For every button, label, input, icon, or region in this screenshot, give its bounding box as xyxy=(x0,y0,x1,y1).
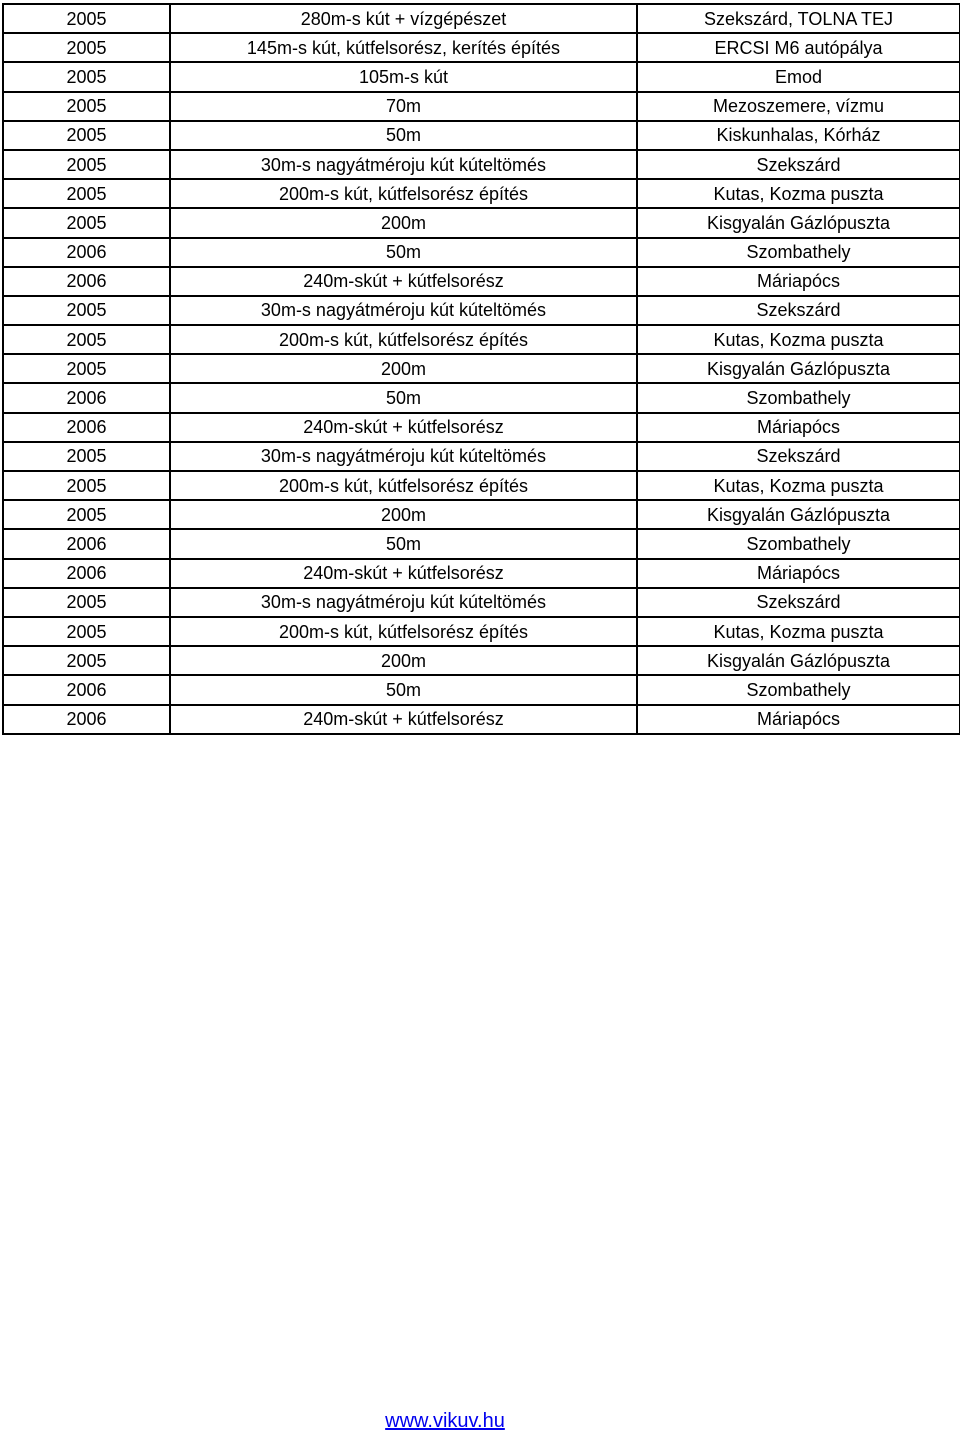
place-cell: Kiskunhalas, Kórház xyxy=(637,121,960,150)
work-cell: 240m-skút + kútfelsorész xyxy=(170,705,637,734)
place-cell: Kutas, Kozma puszta xyxy=(637,325,960,354)
work-cell: 200m xyxy=(170,500,637,529)
table-row xyxy=(3,354,960,383)
place-cell: Máriapócs xyxy=(637,559,960,588)
table-row xyxy=(3,500,960,529)
references-table-body xyxy=(3,4,960,734)
year-cell: 2005 xyxy=(3,471,170,500)
table-row xyxy=(3,617,960,646)
table-row xyxy=(3,413,960,442)
table-row xyxy=(3,179,960,208)
table-row xyxy=(3,675,960,704)
footer-website-link[interactable]: www.vikuv.hu xyxy=(385,1410,505,1432)
year-cell: 2005 xyxy=(3,296,170,325)
table-row xyxy=(3,121,960,150)
work-cell: 200m xyxy=(170,208,637,237)
table-row xyxy=(3,208,960,237)
place-cell: Kisgyalán Gázlópuszta xyxy=(637,354,960,383)
table-row xyxy=(3,238,960,267)
table-row xyxy=(3,150,960,179)
year-cell: 2005 xyxy=(3,442,170,471)
year-cell: 2006 xyxy=(3,238,170,267)
work-cell: 200m-s kút, kútfelsorész építés xyxy=(170,179,637,208)
year-cell: 2005 xyxy=(3,179,170,208)
place-cell: Szekszárd xyxy=(637,150,960,179)
year-cell: 2006 xyxy=(3,267,170,296)
table-row xyxy=(3,92,960,121)
table-row xyxy=(3,559,960,588)
table-row xyxy=(3,442,960,471)
work-cell: 30m-s nagyátméroju kút kúteltömés xyxy=(170,296,637,325)
work-cell: 50m xyxy=(170,238,637,267)
table-row xyxy=(3,529,960,558)
place-cell: Kisgyalán Gázlópuszta xyxy=(637,500,960,529)
work-cell: 200m-s kút, kútfelsorész építés xyxy=(170,325,637,354)
year-cell: 2005 xyxy=(3,121,170,150)
table-row xyxy=(3,646,960,675)
year-cell: 2005 xyxy=(3,617,170,646)
work-cell: 50m xyxy=(170,529,637,558)
year-cell: 2005 xyxy=(3,500,170,529)
year-cell: 2005 xyxy=(3,62,170,91)
place-cell: Szombathely xyxy=(637,383,960,412)
year-cell: 2005 xyxy=(3,325,170,354)
table-row xyxy=(3,267,960,296)
year-cell: 2006 xyxy=(3,559,170,588)
work-cell: 200m xyxy=(170,354,637,383)
work-cell: 30m-s nagyátméroju kút kúteltömés xyxy=(170,588,637,617)
work-cell: 105m-s kút xyxy=(170,62,637,91)
table-row xyxy=(3,62,960,91)
table-row xyxy=(3,383,960,412)
table-row xyxy=(3,296,960,325)
year-cell: 2006 xyxy=(3,413,170,442)
year-cell: 2006 xyxy=(3,529,170,558)
table-row xyxy=(3,588,960,617)
table-row xyxy=(3,4,960,33)
year-cell: 2005 xyxy=(3,354,170,383)
place-cell: Szekszárd, TOLNA TEJ xyxy=(637,4,960,33)
year-cell: 2005 xyxy=(3,588,170,617)
work-cell: 200m-s kút, kútfelsorész építés xyxy=(170,617,637,646)
place-cell: Szombathely xyxy=(637,529,960,558)
work-cell: 70m xyxy=(170,92,637,121)
place-cell: ERCSI M6 autópálya xyxy=(637,33,960,62)
table-row xyxy=(3,471,960,500)
year-cell: 2006 xyxy=(3,705,170,734)
work-cell: 240m-skút + kútfelsorész xyxy=(170,267,637,296)
year-cell: 2006 xyxy=(3,675,170,704)
place-cell: Szekszárd xyxy=(637,296,960,325)
table-row xyxy=(3,33,960,62)
references-table xyxy=(2,3,960,735)
place-cell: Szekszárd xyxy=(637,442,960,471)
place-cell: Kutas, Kozma puszta xyxy=(637,179,960,208)
work-cell: 50m xyxy=(170,121,637,150)
work-cell: 240m-skút + kútfelsorész xyxy=(170,413,637,442)
work-cell: 240m-skút + kútfelsorész xyxy=(170,559,637,588)
place-cell: Mezoszemere, vízmu xyxy=(637,92,960,121)
place-cell: Emod xyxy=(637,62,960,91)
place-cell: Kisgyalán Gázlópuszta xyxy=(637,646,960,675)
table-row xyxy=(3,705,960,734)
work-cell: 50m xyxy=(170,675,637,704)
work-cell: 30m-s nagyátméroju kút kúteltömés xyxy=(170,150,637,179)
year-cell: 2006 xyxy=(3,383,170,412)
place-cell: Máriapócs xyxy=(637,705,960,734)
work-cell: 30m-s nagyátméroju kút kúteltömés xyxy=(170,442,637,471)
year-cell: 2005 xyxy=(3,92,170,121)
place-cell: Máriapócs xyxy=(637,413,960,442)
year-cell: 2005 xyxy=(3,4,170,33)
work-cell: 280m-s kút + vízgépészet xyxy=(170,4,637,33)
place-cell: Szombathely xyxy=(637,238,960,267)
work-cell: 200m-s kút, kútfelsorész építés xyxy=(170,471,637,500)
year-cell: 2005 xyxy=(3,208,170,237)
place-cell: Kutas, Kozma puszta xyxy=(637,617,960,646)
table-row xyxy=(3,325,960,354)
year-cell: 2005 xyxy=(3,150,170,179)
year-cell: 2005 xyxy=(3,33,170,62)
place-cell: Máriapócs xyxy=(637,267,960,296)
work-cell: 50m xyxy=(170,383,637,412)
place-cell: Szekszárd xyxy=(637,588,960,617)
place-cell: Szombathely xyxy=(637,675,960,704)
work-cell: 200m xyxy=(170,646,637,675)
place-cell: Kutas, Kozma puszta xyxy=(637,471,960,500)
year-cell: 2005 xyxy=(3,646,170,675)
work-cell: 145m-s kút, kútfelsorész, kerítés építés xyxy=(170,33,637,62)
place-cell: Kisgyalán Gázlópuszta xyxy=(637,208,960,237)
